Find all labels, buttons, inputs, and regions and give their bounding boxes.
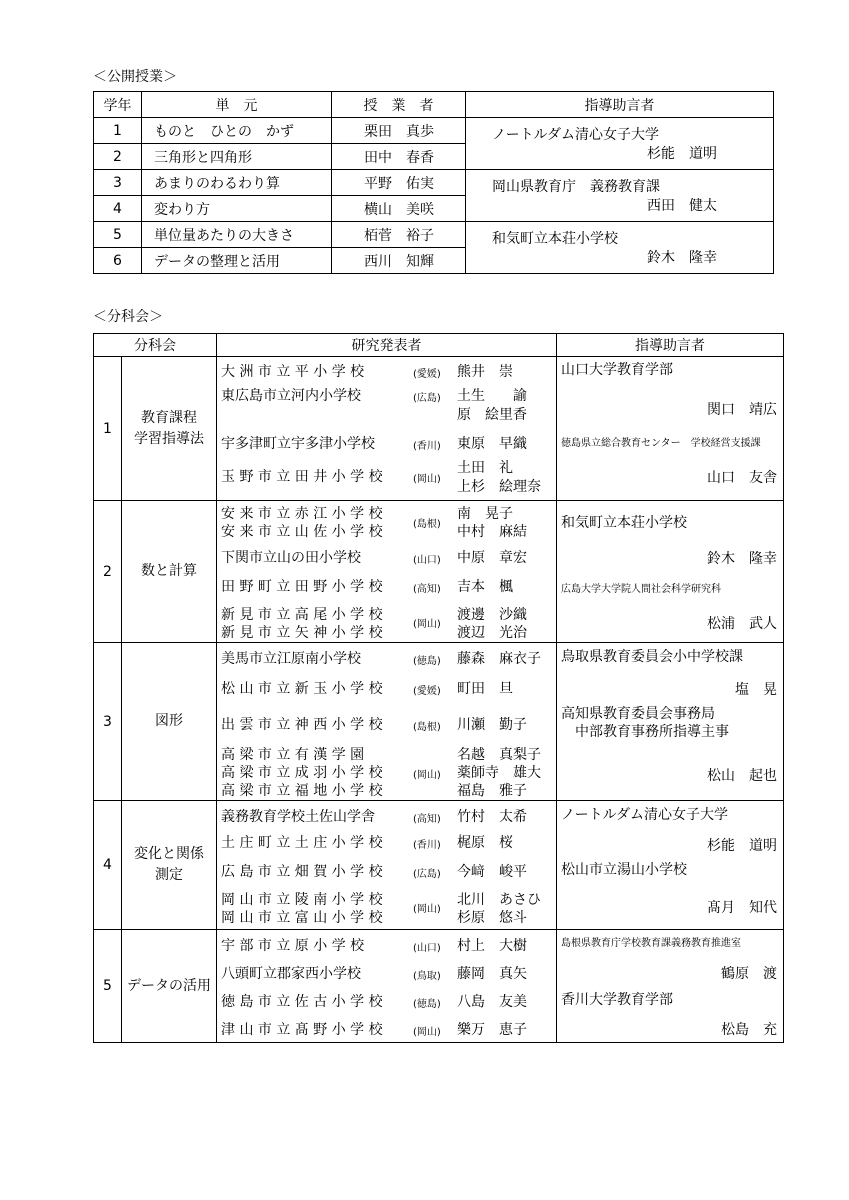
group-subject: [122, 643, 217, 801]
advisor-org: 中部教育事務所指導主事: [561, 724, 729, 740]
advisor-name: 塩 晃: [735, 682, 777, 698]
group-subject: [122, 801, 217, 930]
advisor-name: 山口 友舎: [707, 470, 777, 486]
advisor-name: 鈴木 隆幸: [647, 250, 717, 266]
presenter-name: 中原 章宏: [457, 550, 527, 566]
table-row: [94, 170, 774, 196]
presenter-name: 名越 真梨子: [457, 747, 541, 763]
presenters-cell: [217, 643, 557, 801]
school-name: 八頭町立郡家西小学校: [221, 966, 361, 982]
group-number: 4: [94, 801, 122, 930]
subject-line: 教育課程: [141, 409, 197, 426]
advisor-name: 関口 靖広: [707, 402, 777, 418]
school-name: 岡 山 市 立 富 山 小 学 校: [221, 910, 383, 926]
subject-line: 学習指導法: [134, 430, 204, 447]
table-row: [94, 357, 784, 501]
advisor-name: 松島 充: [721, 1022, 777, 1038]
prefecture: (徳島): [413, 999, 441, 1010]
subject-line: 図形: [155, 713, 183, 729]
presenter-name: 北川 あさひ: [457, 892, 541, 908]
prefecture: (愛媛): [413, 369, 441, 380]
advisor-org: 高知県教育委員会事務局: [561, 706, 715, 722]
presenters-cell: [217, 357, 557, 501]
table-header-row: [94, 92, 774, 118]
presenter-name: 梶原 桜: [457, 835, 513, 851]
grade-cell: 2: [94, 144, 142, 170]
advisor-name: 鶴原 渡: [721, 966, 777, 982]
unit-cell: 単位量あたりの大きさ: [142, 222, 332, 248]
prefecture: (岡山): [413, 619, 441, 630]
advisor-cell: [466, 222, 774, 274]
presenter-name: 川瀬 勤子: [457, 717, 527, 733]
presenter-name: 土生 諭: [457, 388, 527, 404]
group-subject: [122, 930, 217, 1043]
grade-cell: 4: [94, 196, 142, 222]
advisor-org: 松山市立湯山小学校: [561, 862, 687, 878]
subject-line: データの活用: [127, 977, 211, 994]
teacher-cell: 栗田 真歩: [332, 118, 466, 144]
prefecture: (岡山): [413, 474, 441, 485]
table-row: [94, 118, 774, 144]
school-name: 田 野 町 立 田 野 小 学 校: [221, 579, 383, 595]
school-name: 出 雲 市 立 神 西 小 学 校: [221, 717, 383, 733]
school-name: 安 来 市 立 山 佐 小 学 校: [221, 524, 383, 540]
header-advisor: 指導助言者: [466, 92, 774, 118]
teacher-cell: 西川 知輝: [332, 248, 466, 274]
header-presenters: 研究発表者: [217, 334, 557, 357]
advisor-org: 香川大学教育学部: [561, 992, 673, 1008]
presenters-cell: [217, 930, 557, 1043]
table-header-row: [94, 334, 784, 357]
advisor-cell: [466, 170, 774, 222]
unit-cell: 三角形と四角形: [142, 144, 332, 170]
presenter-name: 樂万 恵子: [457, 1022, 527, 1038]
teacher-cell: 平野 佑実: [332, 170, 466, 196]
school-name: 徳 島 市 立 佐 古 小 学 校: [221, 994, 383, 1010]
prefecture: (広島): [413, 393, 441, 404]
school-name: 高 梁 市 立 福 地 小 学 校: [221, 783, 383, 799]
prefecture: (香川): [413, 840, 441, 851]
table-row: [94, 930, 784, 1043]
presenters-cell: [217, 501, 557, 643]
school-name: 土 庄 町 立 土 庄 小 学 校: [221, 835, 383, 851]
header-subcommittee: 分科会: [94, 334, 217, 357]
prefecture: (岡山): [413, 1027, 441, 1038]
presenter-name: 今﨑 峻平: [457, 864, 527, 880]
header-advisors: 指導助言者: [557, 334, 784, 357]
prefecture: (高知): [413, 814, 441, 825]
unit-cell: データの整理と活用: [142, 248, 332, 274]
advisor-name: 杉能 道明: [647, 146, 717, 162]
presenter-name: 渡邊 沙織: [457, 607, 527, 623]
presenter-name: 八島 友美: [457, 994, 527, 1010]
table-row: [94, 643, 784, 801]
public-lessons-table: [93, 91, 774, 274]
advisor-cell: [466, 118, 774, 170]
group-subject: [122, 357, 217, 501]
prefecture: (広島): [413, 869, 441, 880]
grade-cell: 6: [94, 248, 142, 274]
subject-line: 数と計算: [141, 563, 197, 579]
presenter-name: 上杉 絵理奈: [457, 479, 541, 495]
prefecture: (島根): [413, 519, 441, 530]
presenter-name: 吉本 楓: [457, 579, 513, 595]
advisors-cell: [557, 930, 784, 1043]
advisor-org: 島根県教育庁学校教育課義務教育推進室: [561, 938, 741, 949]
advisor-name: 杉能 道明: [707, 838, 777, 854]
unit-cell: ものと ひとの かず: [142, 118, 332, 144]
presenter-name: 原 絵里香: [457, 407, 527, 423]
presenter-name: 薬師寺 雄大: [457, 765, 541, 781]
presenter-name: 熊井 崇: [457, 364, 513, 380]
prefecture: (香川): [413, 441, 441, 452]
prefecture: (山口): [413, 555, 441, 566]
grade-cell: 5: [94, 222, 142, 248]
presenter-name: 藤岡 真矢: [457, 966, 527, 982]
presenter-name: 南 晃子: [457, 506, 513, 522]
school-name: 東広島市立河内小学校: [221, 388, 361, 404]
school-name: 新 見 市 立 矢 神 小 学 校: [221, 625, 383, 641]
prefecture: (岡山): [413, 904, 441, 915]
group-number: 3: [94, 643, 122, 801]
presenter-name: 中村 麻結: [457, 524, 527, 540]
header-grade: 学年: [94, 92, 142, 118]
grade-cell: 1: [94, 118, 142, 144]
presenter-name: 土田 礼: [457, 460, 513, 476]
advisor-org: 広島大学大学院人間社会科学研究科: [561, 584, 721, 595]
advisor-name: 西田 健太: [647, 198, 717, 214]
unit-cell: 変わり方: [142, 196, 332, 222]
advisor-org: 和気町立本荘小学校: [561, 515, 687, 531]
group-subject: [122, 501, 217, 643]
school-name: 新 見 市 立 高 尾 小 学 校: [221, 607, 383, 623]
presenter-name: 東原 早織: [457, 436, 527, 452]
advisors-cell: [557, 643, 784, 801]
prefecture: (鳥取): [413, 971, 441, 982]
teacher-cell: 栢菅 裕子: [332, 222, 466, 248]
school-name: 松 山 市 立 新 玉 小 学 校: [221, 681, 383, 697]
school-name: 津 山 市 立 髙 野 小 学 校: [221, 1022, 383, 1038]
grade-cell: 3: [94, 170, 142, 196]
presenter-name: 竹村 太希: [457, 809, 527, 825]
prefecture: (徳島): [413, 656, 441, 667]
advisors-cell: [557, 801, 784, 930]
school-name: 広 島 市 立 畑 賀 小 学 校: [221, 864, 383, 880]
advisor-org: ノートルダム清心女子大学: [492, 127, 660, 143]
subject-line: 測定: [155, 867, 183, 883]
school-name: 義務教育学校土佐山学舎: [221, 809, 375, 825]
subcommittees-table: [93, 333, 784, 1043]
prefecture: (岡山): [413, 770, 441, 781]
group-number: 1: [94, 357, 122, 501]
school-name: 高 梁 市 立 成 羽 小 学 校: [221, 765, 383, 781]
school-name: 岡 山 市 立 陵 南 小 学 校: [221, 892, 383, 908]
advisor-org: 和気町立本荘小学校: [492, 231, 618, 247]
presenters-cell: [217, 801, 557, 930]
header-unit: 単 元: [142, 92, 332, 118]
advisor-name: 髙月 知代: [707, 900, 777, 916]
presenter-name: 村上 大樹: [457, 938, 527, 954]
school-name: 宇多津町立宇多津小学校: [221, 436, 375, 452]
advisor-org: 徳島県立総合教育センター 学校経営支援課: [561, 438, 761, 449]
advisors-cell: [557, 501, 784, 643]
unit-cell: あまりのわるわり算: [142, 170, 332, 196]
school-name: 大 洲 市 立 平 小 学 校: [221, 364, 365, 380]
school-name: 美馬市立江原南小学校: [221, 651, 361, 667]
subject-line: 変化と関係: [134, 846, 204, 862]
school-name: 高 梁 市 立 有 漢 学 園: [221, 747, 365, 763]
table-row: [94, 222, 774, 248]
advisors-cell: [557, 357, 784, 501]
presenter-name: 町田 旦: [457, 681, 513, 697]
group-number: 2: [94, 501, 122, 643]
advisor-name: 松山 起也: [707, 768, 777, 784]
prefecture: (高知): [413, 584, 441, 595]
school-name: 下関市立山の田小学校: [221, 550, 361, 566]
header-teacher: 授 業 者: [332, 92, 466, 118]
presenter-name: 福島 雅子: [457, 783, 527, 799]
prefecture: (愛媛): [413, 686, 441, 697]
advisor-name: 松浦 武人: [707, 616, 777, 632]
advisor-org: 鳥取県教育委員会小中学校課: [561, 649, 743, 665]
presenter-name: 藤森 麻衣子: [457, 651, 541, 667]
advisor-name: 鈴木 隆幸: [707, 551, 777, 567]
table-row: [94, 501, 784, 643]
prefecture: (山口): [413, 943, 441, 954]
teacher-cell: 横山 美咲: [332, 196, 466, 222]
school-name: 宇 部 市 立 原 小 学 校: [221, 938, 365, 954]
subcommittees-title: ＜分科会＞: [93, 309, 163, 325]
presenter-name: 渡辺 光治: [457, 625, 527, 641]
table-row: [94, 801, 784, 930]
advisor-org: 山口大学教育学部: [561, 362, 673, 378]
teacher-cell: 田中 春香: [332, 144, 466, 170]
presenter-name: 杉原 悠斗: [457, 910, 527, 926]
advisor-org: ノートルダム清心女子大学: [561, 807, 729, 823]
school-name: 玉 野 市 立 田 井 小 学 校: [221, 469, 383, 485]
school-name: 安 来 市 立 赤 江 小 学 校: [221, 506, 383, 522]
prefecture: (島根): [413, 722, 441, 733]
public-lessons-title: ＜公開授業＞: [93, 69, 177, 85]
advisor-org: 岡山県教育庁 義務教育課: [492, 179, 660, 195]
group-number: 5: [94, 930, 122, 1043]
